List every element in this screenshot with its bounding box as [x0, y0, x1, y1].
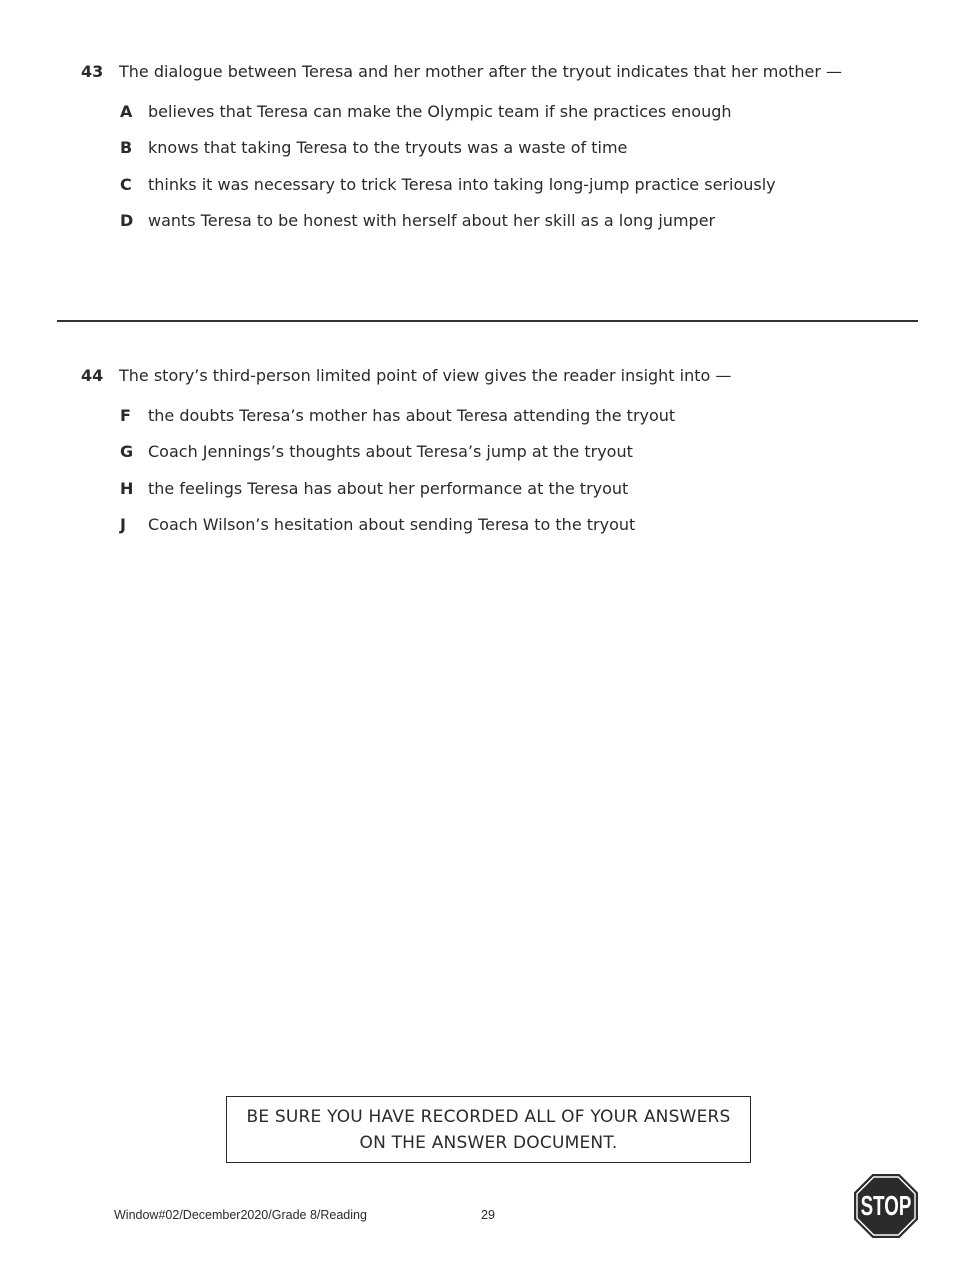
question-stem [81, 364, 941, 388]
answer-option-g[interactable] [81, 440, 941, 464]
footer-identifier: Window#02/December2020/Grade 8/Reading [114, 1208, 367, 1222]
question-text: The story’s third-person limited point of view gives the reader insight into — [119, 366, 732, 385]
answer-options [81, 100, 941, 233]
option-letter: C [120, 174, 132, 194]
page-number: 29 [481, 1208, 495, 1222]
option-letter: B [120, 138, 133, 158]
answer-options [81, 404, 941, 537]
question-44 [81, 364, 941, 537]
option-letter: G [120, 442, 134, 462]
option-letter: A [120, 102, 133, 121]
answer-option-d[interactable] [81, 209, 941, 233]
answer-option-a[interactable] [81, 100, 941, 124]
option-text: thinks it was necessary to trick Teresa into taking long-jump practice seriously [148, 174, 776, 194]
answer-option-b[interactable] [81, 136, 941, 160]
option-text: the feelings Teresa has about her performance at the tryout [148, 478, 629, 498]
option-letter: D [120, 210, 134, 230]
notice-line-2: ON THE ANSWER DOCUMENT. [359, 1133, 618, 1153]
option-text: knows that taking Teresa to the tryouts was a waste of time [148, 138, 628, 158]
section-divider [57, 320, 918, 322]
option-letter: H [120, 478, 134, 498]
answer-option-f[interactable] [81, 404, 941, 428]
question-number: 43 [81, 62, 104, 81]
notice-line-1: BE SURE YOU HAVE RECORDED ALL OF YOUR ANSWERS [246, 1107, 731, 1127]
option-text: Coach Jennings’s thoughts about Teresa’s jump at the tryout [148, 442, 633, 462]
answer-document-notice [226, 1096, 751, 1163]
option-text: believes that Teresa can make the Olympic team if she practices enough [148, 102, 732, 121]
answer-option-h[interactable] [81, 477, 941, 501]
option-letter: F [120, 406, 131, 425]
question-text: The dialogue between Teresa and her mother after the tryout indicates that her mother — [119, 62, 843, 81]
question-stem [81, 60, 941, 84]
stop-sign-icon [853, 1173, 919, 1239]
answer-option-j[interactable] [81, 513, 941, 537]
option-text: the doubts Teresa’s mother has about Teresa attending the tryout [148, 406, 676, 425]
answer-option-c[interactable] [81, 173, 941, 197]
option-letter: J [120, 514, 126, 534]
question-number: 44 [81, 366, 104, 385]
stop-label: STOP [860, 1190, 912, 1221]
question-43 [81, 60, 941, 233]
option-text: Coach Wilson’s hesitation about sending Teresa to the tryout [148, 514, 636, 534]
option-text: wants Teresa to be honest with herself about her skill as a long jumper [148, 210, 716, 230]
